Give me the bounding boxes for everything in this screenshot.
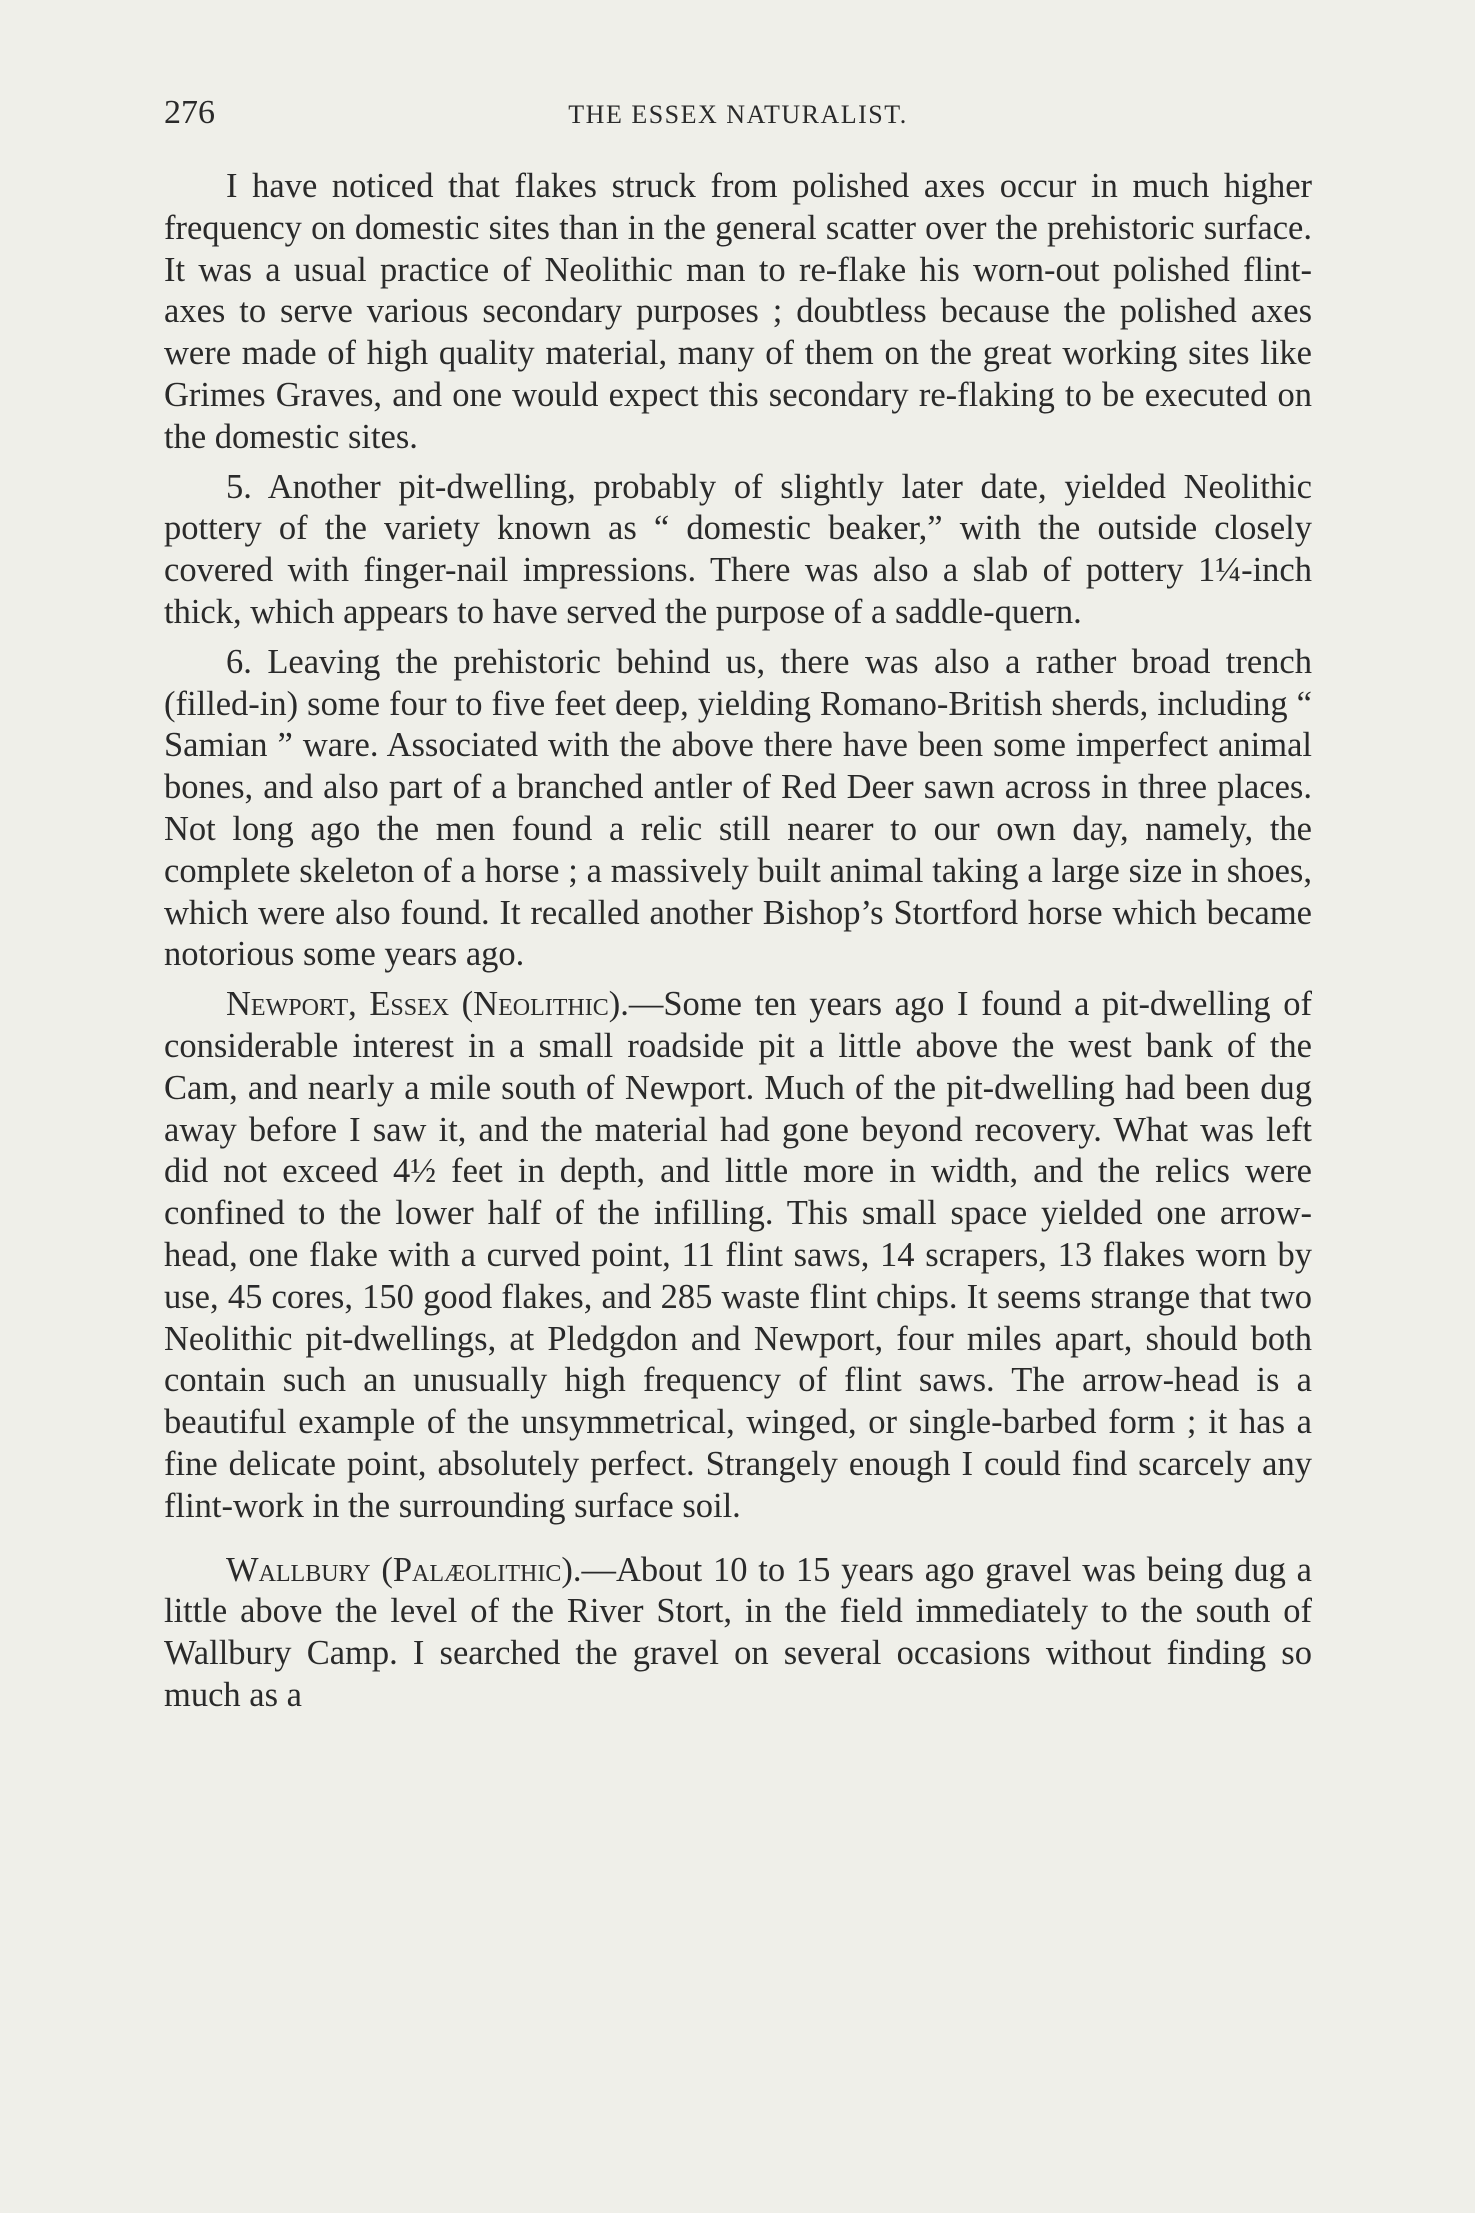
paragraph-polished-axes: I have noticed that flakes struck from polished axes occur in much higher frequency on domestic sites than in the general scatter over the prehistoric surface. It was a usual practice of Neolithic man to re-flake his worn-out polished flint-axes to serve various secondary purposes ; doubtless because the polished axes were made of high quality material, many of them on the great working sites like Grimes Graves, and one would expect this secondary re-flaking to be executed on the domestic sites. xyxy=(164,167,1312,456)
running-head xyxy=(164,88,1312,138)
paragraph-trench-6: 6. Leaving the prehistoric behind us, there was also a rather broad trench (filled-in) some four to five feet deep, yielding Romano-British sherds, including “ Samian ” ware. Associated with the above there have been some imperfect animal bones, and also part of a branched antler of Red Deer sawn across in three places. Not long ago the men found a relic still nearer to our own day, namely, the complete skeleton of a horse ; a massively built animal taking a large size in shoes, which were also found. It recalled another Bishop’s Stortford horse which became notorious some years ago. xyxy=(164,642,1312,974)
body-text xyxy=(164,166,1312,1717)
wallbury-text: —About 10 to 15 years ago gravel was being dug a little above the level of the River Stort, in the field immediately to the south of Wallbury Camp. I searched the gravel on several occasions without finding so much as a xyxy=(164,1550,1312,1714)
journal-title: THE ESSEX NATURALIST. xyxy=(568,100,908,129)
paragraph-wallbury xyxy=(164,1550,1312,1717)
section-heading-newport: Newport, Essex (Neolithic). xyxy=(226,985,629,1024)
paragraph-pit-dwelling-5: 5. Another pit-dwelling, probably of slightly later date, yielded Neolithic pottery of the variety known as “ domestic beaker,” with the outside closely covered with finger-nail impressions. There was also a slab of pottery 1¼-inch thick, which appears to have served the purpose of a saddle-quern. xyxy=(164,467,1312,631)
newport-text: —Some ten years ago I found a pit-dwelling of considerable interest in a small roadside pit a little above the west bank of the Cam, and nearly a mile south of Newport. Much of the pit-dwelling had been dug away before I saw it, and the material had gone beyond recovery. What was left did not exceed 4½ feet in depth, and little more in width, and the relics were confined to the lower half of the infilling. This small space yielded one arrow-head, one flake with a curved point, 11 flint saws, 14 scrapers, 13 flakes worn by use, 45 cores, 150 good flakes, and 285 waste flint chips. It seems strange that two Neolithic pit-dwellings, at Pledgdon and Newport, four miles apart, should both contain such an unusually high frequency of flint saws. The arrow-head is a beautiful example of the unsymmetrical, winged, or single-barbed form ; it has a fine delicate point, absolutely perfect. Strangely enough I could find scarcely any flint-work in the surrounding surface soil. xyxy=(164,985,1312,1525)
section-heading-wallbury: Wallbury (Palæolithic). xyxy=(226,1550,582,1589)
paragraph-newport xyxy=(164,984,1312,1527)
page-number: 276 xyxy=(164,94,215,131)
